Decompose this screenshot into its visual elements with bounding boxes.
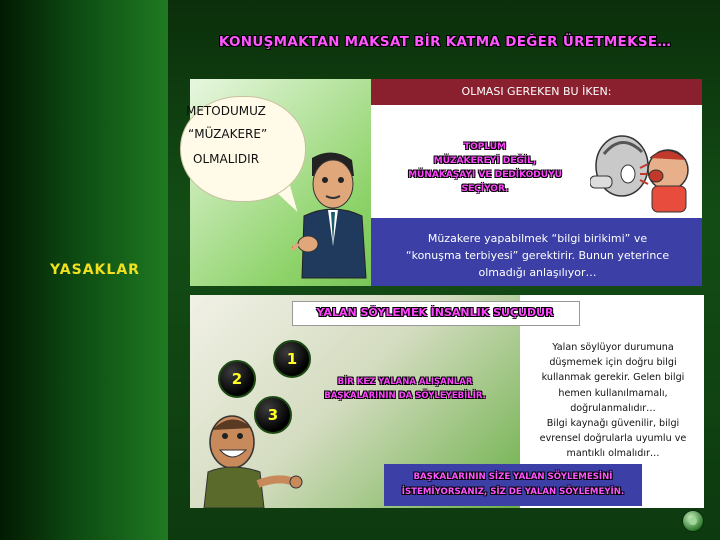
closing-line: BAŞKALARININ SİZE YALAN SÖYLEMESİNİ [413, 472, 613, 482]
lie-banner-text: YALAN SÖYLEMEK İNSANLIK SUÇUDUR [316, 306, 554, 319]
speaking-man-icon [292, 150, 378, 285]
number-badge-2: 2 [218, 360, 256, 398]
society-line: MÜNAKAŞAYI VE DEDİKODUYU [408, 170, 562, 180]
advice-line: mantıklı olmalıdır… [566, 448, 660, 460]
advice-line: Yalan söylüyor durumuna [552, 342, 674, 353]
warning-text [305, 375, 505, 403]
bubble-line: METODUMUZ [186, 104, 266, 118]
slide-title: KONUŞMAKTAN MAKSAT BİR KATMA DEĞER ÜRETMEKSE… [218, 34, 672, 50]
advice-line: Bilgi kaynağı güvenilir, bilgi [546, 418, 680, 430]
info-line: Müzakere yapabilmek “bilgi birikimi” ve [427, 232, 648, 245]
closing-line: İSTEMİYORSANIZ, SİZ DE YALAN SÖYLEMEYİN. [401, 487, 625, 497]
info-text [385, 230, 690, 281]
bubble-line: “MÜZAKERE” [188, 127, 268, 141]
advice-line: doğrulanmalıdır… [570, 402, 656, 414]
advice-line: evrensel doğrularla uyumlu ve [539, 433, 687, 445]
bubble-line: OLMALIDIR [193, 152, 260, 166]
society-line: MÜZAKEREYİ DEĞİL, [433, 156, 537, 166]
shouting-people-icon [590, 124, 698, 214]
number-badge-3: 3 [254, 396, 292, 434]
top-panel-header: OLMASI GEREKEN BU İKEN: [371, 79, 702, 105]
grinning-man-icon [198, 410, 306, 508]
advice-line: kullanmak gerekir. Gelen bilgi [541, 372, 685, 384]
society-text [385, 140, 585, 196]
warning-line: BİR KEZ YALANA ALIŞANLAR [337, 377, 473, 387]
info-line: olmadığı anlaşılıyor… [478, 266, 597, 279]
society-line: TOPLUM [463, 142, 507, 152]
advice-line: düşmemek için doğru bilgi [549, 357, 677, 369]
number-badge-1: 1 [273, 340, 311, 378]
closing-text [384, 470, 642, 500]
advice-text [528, 340, 698, 462]
nav-button-icon[interactable] [682, 510, 704, 532]
info-line: “konuşma terbiyesi” gerektirir. Bunun yeterince [405, 249, 670, 262]
advice-line: hemen kullanılmamalı, [558, 387, 668, 399]
society-line: SEÇİYOR. [461, 184, 509, 194]
side-label: YASAKLAR [50, 262, 140, 278]
warning-line: BAŞKALARININ DA SÖYLEYEBİLİR. [324, 391, 486, 401]
